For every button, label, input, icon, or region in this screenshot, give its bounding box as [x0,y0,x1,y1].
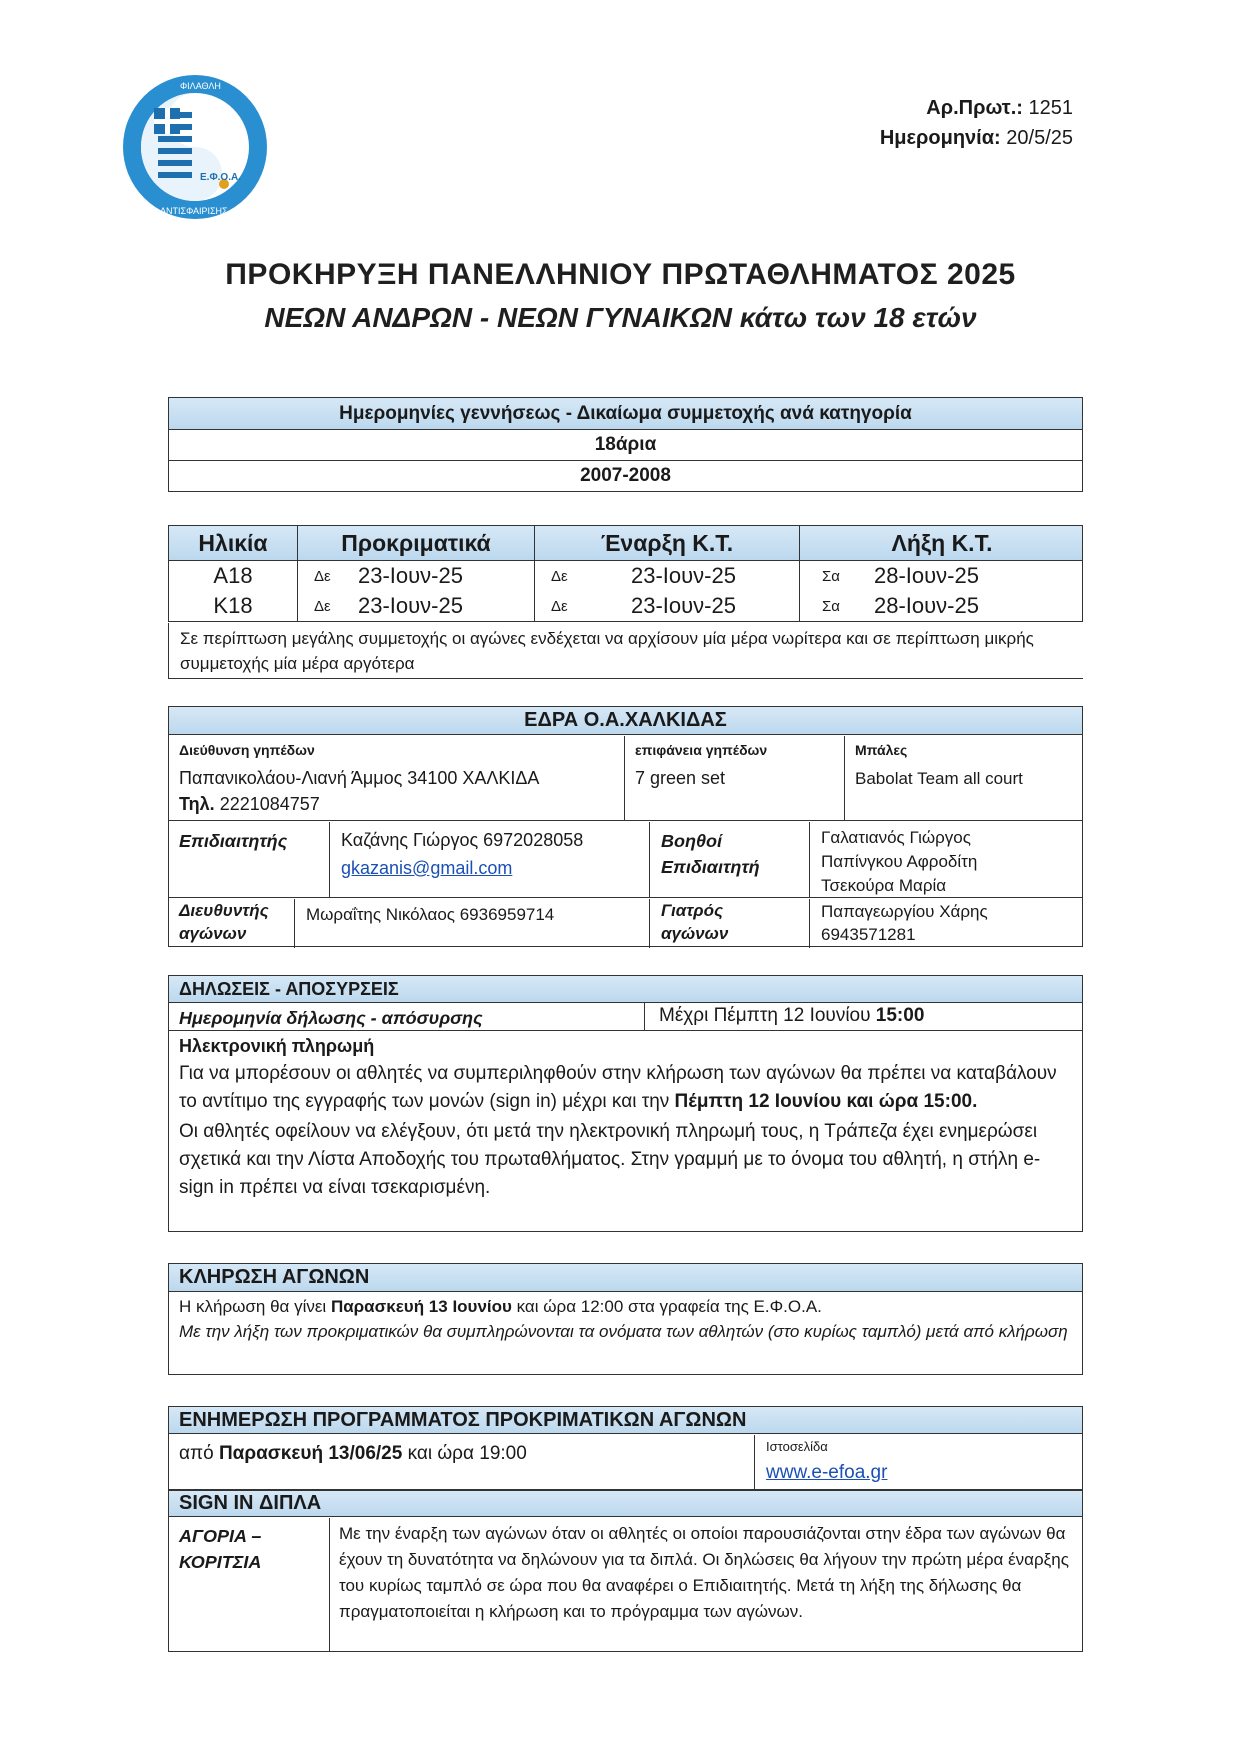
draw-text: Η κλήρωση θα γίνει [179,1297,331,1316]
day-cell: Δε [314,567,331,585]
assistant-name: Παπίνγκου Αφροδίτη [821,852,978,871]
doctor-label: Γιατρός [661,901,723,920]
day-cell: Δε [551,597,568,615]
document-subtitle: ΝΕΩΝ ΑΝΔΡΩΝ - ΝΕΩΝ ΓΥΝΑΙΚΩΝ κάτω των 18 ετών [264,302,977,333]
draw-note: Με την λήξη των προκριματικών θα συμπληρώνονται τα ονόματα των αθλητών (στο κυρίως ταμπλό) μετά από κλήρωση [179,1322,1068,1341]
address: Παπανικολάου-Λιανή Άμμος 34100 ΧΑΛΚΙΔΑ [179,768,540,788]
director-label-2: αγώνων [179,924,247,943]
table-row [169,560,1082,591]
website-link[interactable]: www.e-efoa.gr [766,1462,888,1483]
date-label: Ημερομηνία: [879,127,1001,149]
efoa-logo [120,72,270,222]
col-main-start: Έναρξη Κ.Τ. [534,526,799,560]
doubles-text: Με την έναρξη των αγώνων όταν οι αθλητές οι οποίοι παρουσιάζονται στην έδρα των αγώνων θα έχουν τη δυνατότητα να δηλώνουν για τα διπλά. Οι δηλώσεις θα λήγουν την πρώτη μέρα έναρξης του κυρίως ταμπλό σε ώρα που θα αναφέρει ο Επιδιαιτητής. Μετά τη λήξη της δήλωσης θα πραγματοποιείται η κλήρωση και το πρόγραμμα των αγώνων. [339,1524,1069,1621]
balls-label: Μπάλες [855,742,908,758]
birth-years-table [168,397,1083,492]
protocol-info [880,93,1073,153]
balls: Babolat Team all court [855,769,1023,788]
schedule-table [168,525,1083,622]
svg-text:ΦΙΛΑΘΛΗ: ΦΙΛΑΘΛΗ [180,81,221,91]
day-cell: Σα [822,597,840,615]
date-cell: 28-Ιουν-25 [874,563,979,588]
col-age: Ηλικία [198,529,268,556]
age-cell: A18 [213,563,253,588]
referee-email-link[interactable]: gkazanis@gmail.com [341,858,513,878]
venue-table [168,706,1083,947]
deadline-time: 15:00 [875,1005,925,1026]
date-cell: 28-Ιουν-25 [874,593,979,618]
date-value: 20/5/25 [1006,127,1073,149]
birth-header: Ημερομηνίες γεννήσεως - Δικαίωμα συμμετοχής ανά κατηγορία [169,398,1082,429]
day-cell: Σα [822,567,840,585]
update-section [168,1406,1083,1490]
doctor: Παπαγεωργίου Χάρης [821,902,988,921]
draw-time: και ώρα 12:00 στα γραφεία της Ε.Φ.Ο.Α. [511,1297,822,1316]
update-time: και ώρα 19:00 [402,1443,527,1464]
update-date: Παρασκευή 13/06/25 [218,1443,403,1464]
protocol-value: 1251 [1028,97,1073,119]
assistants-label-2: Επιδιαιτητή [661,857,760,877]
address-label: Διεύθυνση γηπέδων [179,742,315,758]
assistant-name: Τσεκούρα Μαρία [821,876,947,895]
site-label: Ιστοσελίδα [766,1439,828,1454]
deadline-text: Μέχρι Πέμπτη 12 Ιουνίου [659,1005,876,1026]
date-cell: 23-Ιουν-25 [358,593,463,618]
draw-section [168,1263,1083,1375]
draw-header: ΚΛΗΡΩΣΗ ΑΓΩΝΩΝ [169,1264,1082,1292]
protocol-label: Αρ.Πρωτ.: [926,97,1023,119]
schedule-note: Σε περίπτωση μεγάλης συμμετοχής οι αγώνες ενδέχεται να αρχίσουν μία μέρα νωρίτερα και σε περίπτωση μικρής συμμετοχής μία μέρα αργότερα [180,629,1034,673]
phone: 2221084757 [219,794,320,814]
date-cell: 23-Ιουν-25 [358,563,463,588]
doubles-header: SIGN IN ΔΙΠΛΑ [169,1490,1082,1517]
deadline-label: Ημερομηνία δήλωσης - απόσυρσης [179,1008,483,1028]
entries-header: ΔΗΛΩΣΕΙΣ - ΑΠΟΣΥΡΣΕΙΣ [169,976,1082,1003]
age-cell: K18 [213,593,253,618]
update-text: από [179,1443,219,1464]
document-title: ΠΡΟΚΗΡΥΞΗ ΠΑΝΕΛΛΗΝΙΟΥ ΠΡΩΤΑΘΛΗΜΑΤΟΣ 2025 [225,258,1016,291]
day-cell: Δε [551,567,568,585]
entries-section [168,975,1083,1232]
col-main-end: Λήξη Κ.Τ. [799,526,1084,560]
col-qualifying: Προκριματικά [297,526,534,560]
surface: 7 green set [635,768,726,788]
doubles-label-2: ΚΟΡΙΤΣΙΑ [179,1552,262,1572]
assistants-label: Βοηθοί [661,831,723,851]
birth-category: 18άρια [169,429,1082,460]
director: Μωραΐτης Νικόλαος 6936959714 [306,905,555,924]
phone-label: Τηλ. [179,794,215,814]
svg-text:ΑΝΤΙΣΦΑΙΡΙΣΗΣ: ΑΝΤΙΣΦΑΙΡΙΣΗΣ [160,206,228,216]
payment-text: Για να μπορέσουν οι αθλητές να συμπεριληφθούν στην κλήρωση των αγώνων θα πρέπει να καταβάλουν το αντίτιμο της εγγραφής των μονών (sign in) μέχρι και την [179,1063,1057,1112]
referee-label: Επιδιαιτητής [179,831,288,851]
birth-years: 2007-2008 [169,460,1082,491]
draw-date: Παρασκευή 13 Ιουνίου [330,1297,512,1316]
logo-abbr: Ε.Φ.Ο.Α. [200,172,241,183]
date-cell: 23-Ιουν-25 [631,593,736,618]
doubles-label: ΑΓΟΡΙΑ – [179,1526,262,1546]
doctor-label-2: αγώνων [661,924,729,943]
update-header: ΕΝΗΜΕΡΩΣΗ ΠΡΟΓΡΑΜΜΑΤΟΣ ΠΡΟΚΡΙΜΑΤΙΚΩΝ ΑΓΩΝΩΝ [169,1407,1082,1434]
referee: Καζάνης Γιώργος 6972028058 [341,830,584,850]
director-label: Διευθυντής [179,901,269,920]
day-cell: Δε [314,597,331,615]
payment-check-text: Οι αθλητές οφείλουν να ελέγξουν, ότι μετά την ηλεκτρονική πληρωμή τους, η Τράπεζα έχει ενημερώσει σχετικά και την Λίστα Αποδοχής του πρωταθλήματος. Στην γραμμή με το όνομα του αθλητή, η στήλη e-sign in πρέπει να είναι τσεκαρισμένη. [179,1121,1041,1198]
date-cell: 23-Ιουν-25 [631,563,736,588]
table-row [169,591,1082,621]
payment-deadline: Πέμπτη 12 Ιουνίου και ώρα 15:00. [674,1091,978,1112]
assistant-name: Γαλατιανός Γιώργος [821,828,971,847]
doubles-section [168,1490,1083,1652]
doctor-phone: 6943571281 [821,925,916,944]
payment-title: Ηλεκτρονική πληρωμή [179,1036,375,1056]
surface-label: επιφάνεια γηπέδων [635,742,768,758]
venue-header: ΕΔΡΑ Ο.Α.ΧΑΛΚΙΔΑΣ [169,707,1082,735]
assistants-list [821,826,977,898]
